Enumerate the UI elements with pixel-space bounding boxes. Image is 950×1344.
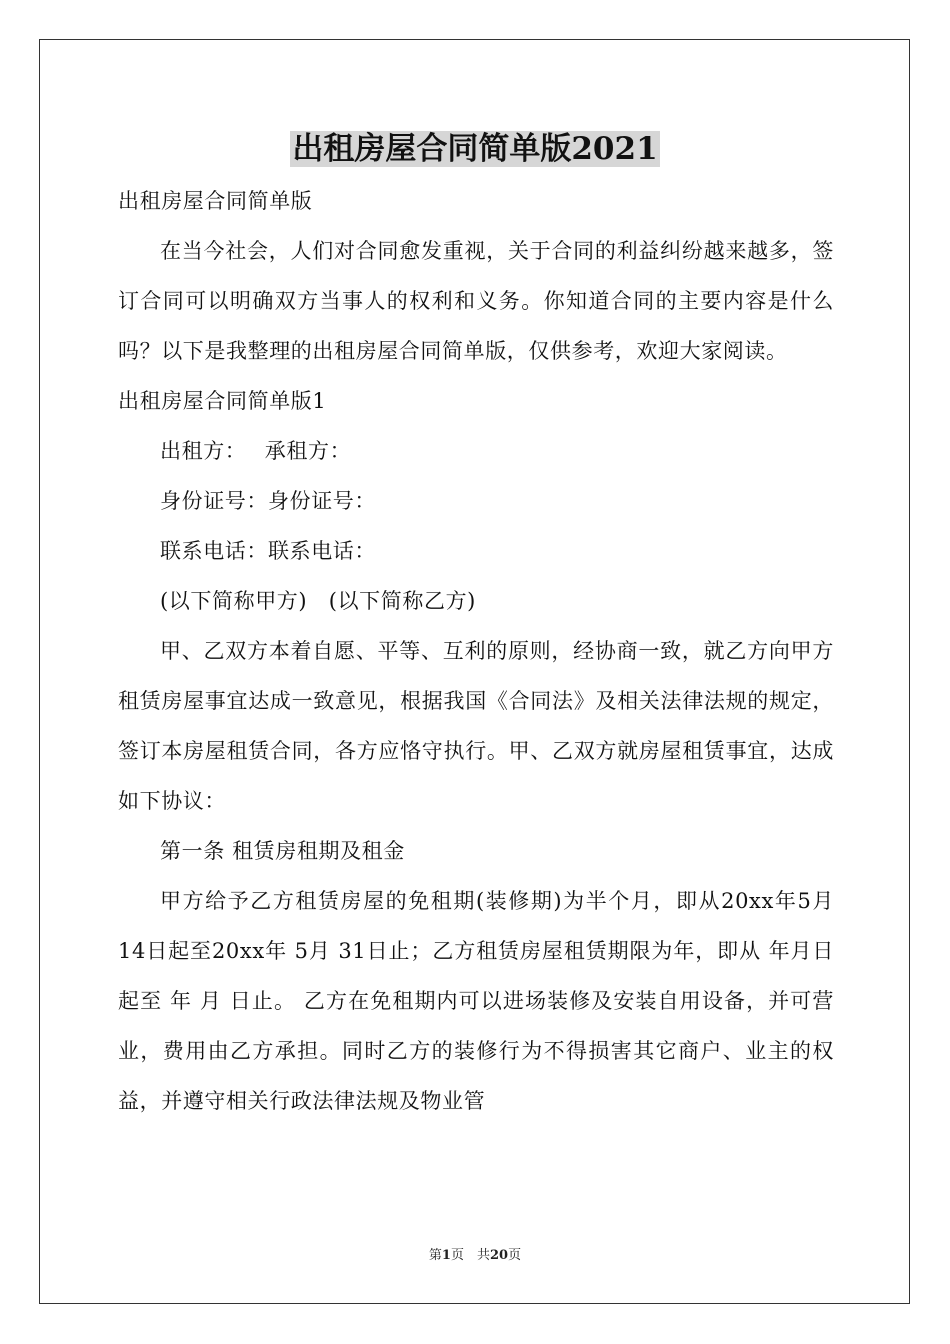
paragraph: (以下简称甲方) (以下简称乙方): [160, 589, 476, 613]
document-body: [118, 176, 834, 1126]
paragraph: 在当今社会，人们对合同愈发重视，关于合同的利益纠纷越来越多，签订合同可以明确双方当事人的权利和义务。你知道合同的主要内容是什么吗？以下是我整理的出租房屋合同简单版，仅供参考，欢迎大家阅读。: [118, 239, 834, 363]
paragraph: 甲方给予乙方租赁房屋的免租期(装修期)为半个月，即从20xx年5月 14日起至20xx年 5月 31日止；乙方租赁房屋租赁期限为年，即从 年月日起至 年 月 日止。 乙方在免租期内可以进场装修及安装自用设备，并可营业，费用由乙方承担。同时乙方的装修行为不得损害其它商户、业主的权益，并遵守相关行政法律法规及物业管: [118, 889, 834, 1113]
paragraph: 联系电话：联系电话：: [160, 539, 376, 563]
footer-page-total: 20: [489, 1248, 509, 1263]
footer-middle: 页 共: [450, 1248, 490, 1263]
page-footer: [0, 1246, 950, 1266]
footer-page-current: 1: [441, 1248, 451, 1263]
paragraph: 身份证号：身份证号：: [160, 489, 376, 513]
paragraph: 第一条 租赁房租期及租金: [160, 839, 405, 863]
footer-suffix: 页: [508, 1248, 522, 1263]
document-title-text: 出租房屋合同简单版2021: [292, 131, 658, 167]
paragraph: 出租房屋合同简单版1: [118, 389, 327, 413]
paragraph: 出租方： 承租方：: [160, 439, 352, 463]
paragraph: 出租房屋合同简单版: [118, 189, 313, 213]
document-title: [0, 126, 950, 172]
paragraph: 甲、乙双方本着自愿、平等、互利的原则，经协商一致，就乙方向甲方租赁房屋事宜达成一致意见，根据我国《合同法》及相关法律法规的规定，签订本房屋租赁合同，各方应恪守执行。甲、乙双方就房屋租赁事宜，达成如下协议：: [118, 639, 834, 813]
footer-prefix: 第: [428, 1248, 442, 1263]
